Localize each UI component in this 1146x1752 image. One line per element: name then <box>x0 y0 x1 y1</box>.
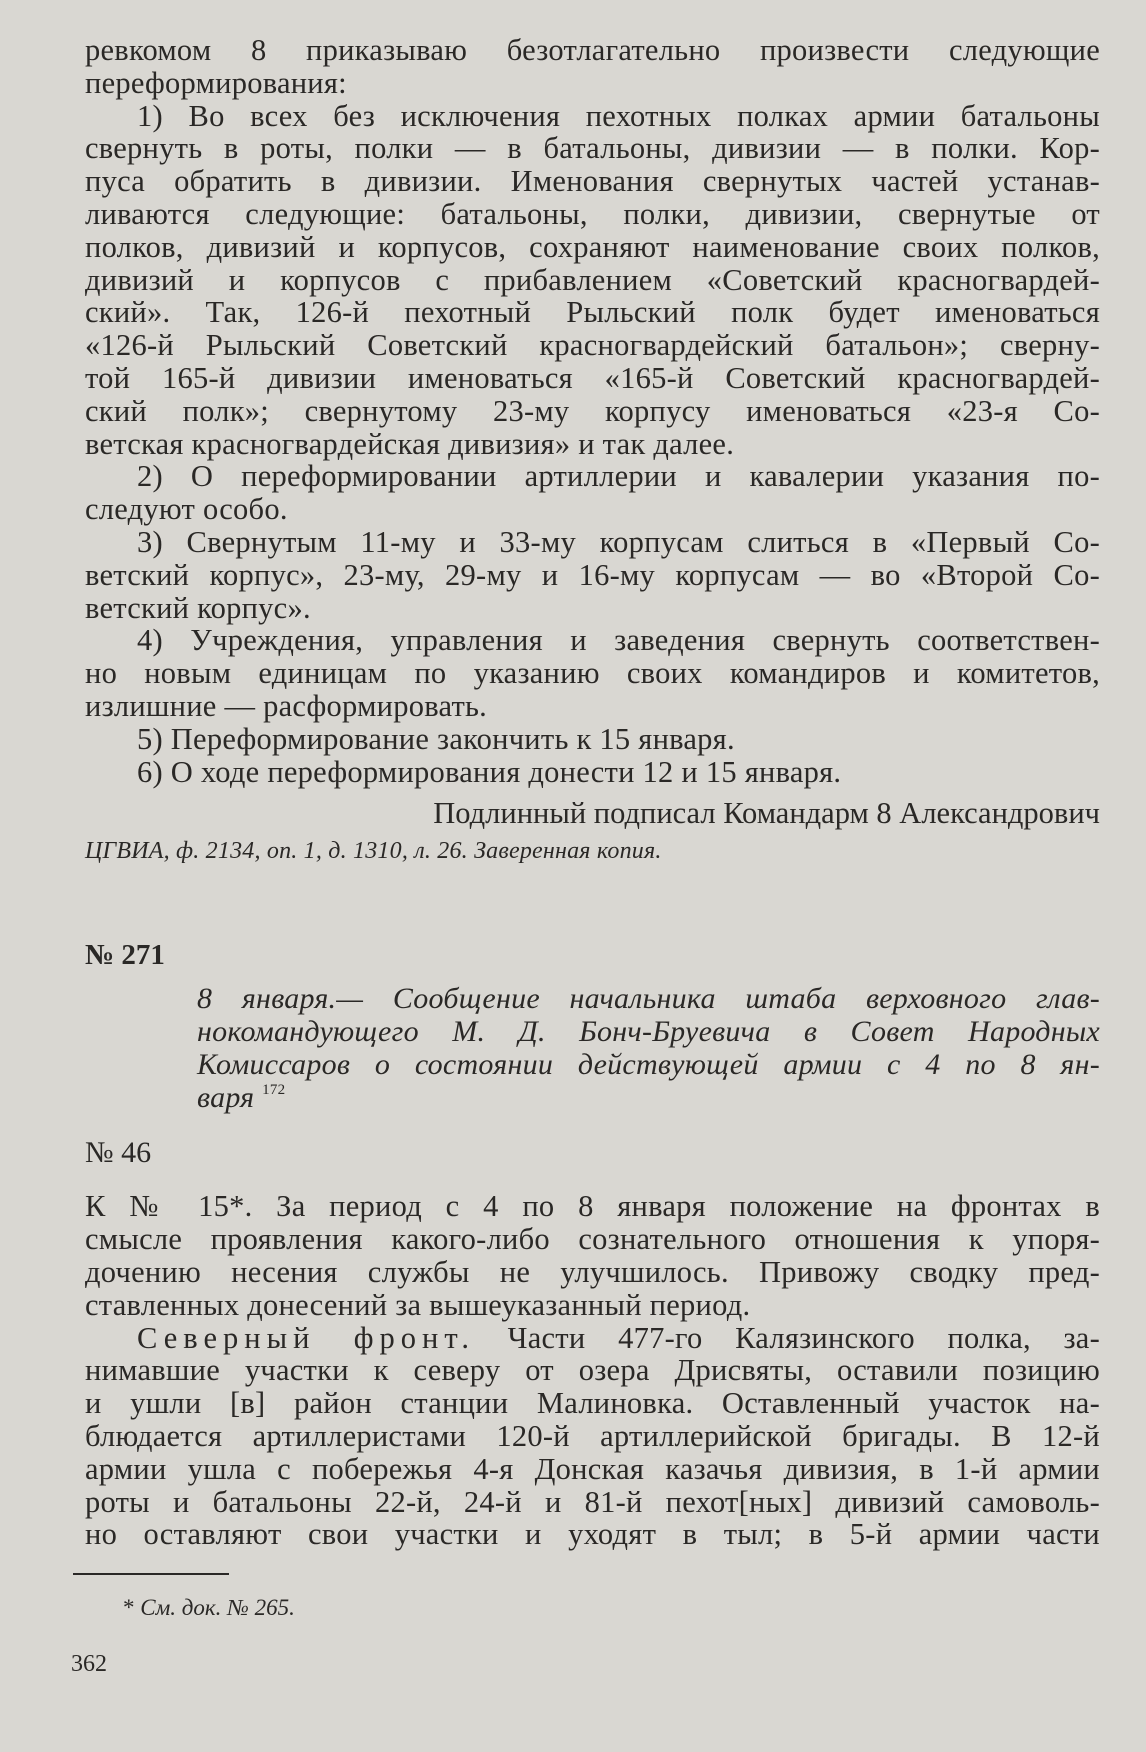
text-line: нимавшие участки к северу от озера Дрисвяты, оставили позицию <box>85 1353 1100 1388</box>
summary-line: нокомандующего М. Д. Бонч-Бруевича в Совет Народных <box>197 1015 1100 1049</box>
text-line: блюдается артиллеристами 120-й артиллерийской бригады. В 12-й <box>85 1418 1100 1453</box>
text-line: 1) Во всех без исключения пехотных полках армии батальоны <box>137 98 1100 133</box>
text-line: дочению несения службы не улучшилось. Привожу сводку пред- <box>85 1254 1100 1289</box>
text-line: пуса обратить в дивизии. Именования свернутых частей устанав- <box>85 164 1100 199</box>
text-line: ливаются следующие: батальоны, полки, дивизии, свернутые от <box>85 196 1100 231</box>
text-line: К № 15*. За период с 4 по 8 января положение на фронтах в <box>85 1189 1100 1224</box>
text-line: ветский корпус». <box>85 590 311 625</box>
page-number: 362 <box>71 1651 107 1678</box>
archive-source-reference: ЦГВИА, ф. 2134, оп. 1, д. 1310, л. 26. Заверенная копия. <box>85 838 662 865</box>
text-line: той 165-й дивизии именоваться «165-й Советский красногвардей- <box>85 360 1100 395</box>
order-item-1 <box>85 100 1100 461</box>
text-line: дивизий и корпусов с прибавлением «Советский красногвардей- <box>85 262 1100 297</box>
signature-line: Подлинный подписал Командарм 8 Александрович <box>433 796 1100 831</box>
text-line: ветская красногвардейская дивизия» и так далее. <box>85 426 735 461</box>
document-number-heading: № 271 <box>85 939 165 972</box>
text-line: но новым единицам по указанию своих командиров и комитетов, <box>85 656 1100 691</box>
text-line: ревкомом 8 приказываю безотлагательно произвести следующие <box>85 33 1100 67</box>
document-summary <box>197 982 1100 1114</box>
text-line: «126-й Рыльский Советский красногвардейский батальон»; сверну- <box>85 328 1100 363</box>
message-number: № 46 <box>85 1136 152 1170</box>
text-line: ский». Так, 126-й пехотный Рыльский полк будет именоваться <box>85 295 1100 330</box>
text-line: смысле проявления какого-либо сознательного отношения к упоря- <box>85 1222 1100 1257</box>
order-item-6: 6) О ходе переформирования донести 12 и 15 января. <box>137 754 842 789</box>
text-line: но оставляют свои участки и уходят в тыл; в 5-й армии части <box>85 1517 1100 1552</box>
order-item-4 <box>85 624 1100 722</box>
summary-line-text: варя <box>197 1081 255 1115</box>
text-line: армии ушла с побережья 4-я Донская казачья дивизия, в 1-й армии <box>85 1451 1100 1486</box>
endnote-reference: 172 <box>262 1082 286 1099</box>
footnote-divider <box>73 1573 229 1575</box>
text-line: 2) О переформировании артиллерии и кавалерии указания по- <box>137 459 1100 494</box>
text-line: 4) Учреждения, управления и заведения свернуть соответствен- <box>137 623 1100 658</box>
footnote-text: См. док. № 265. <box>140 1595 295 1621</box>
text-line: и ушли [в] район станции Малиновка. Оставленный участок на- <box>85 1386 1100 1421</box>
text-line: свернуть в роты, полки — в батальоны, дивизии — в полки. Кор- <box>85 131 1100 166</box>
text-line: следуют особо. <box>85 492 288 527</box>
text-line: ставленных донесений за вышеуказанный период. <box>85 1287 751 1322</box>
text-line: ветский корпус», 23-му, 29-му и 16-му корпусам — во «Второй Со- <box>85 557 1100 592</box>
report-paragraph-2 <box>85 1322 1100 1552</box>
report-paragraph-1 <box>85 1190 1100 1321</box>
summary-line: Комиссаров о состоянии действующей армии с 4 по 8 ян- <box>197 1048 1100 1082</box>
text-line: переформирования: <box>85 65 347 100</box>
front-heading: Северный фронт. <box>137 1320 476 1355</box>
text-line: излишние — расформировать. <box>85 688 488 723</box>
text-line: роты и батальоны 22-й, 24-й и 81-й пехот[ных] дивизий самоволь- <box>85 1484 1100 1519</box>
text-line-rest: Части 477-го Калязинского полка, за- <box>507 1320 1100 1355</box>
text-line <box>85 1322 1100 1355</box>
intro-paragraph <box>85 34 1100 100</box>
summary-line <box>197 1081 1100 1114</box>
summary-line: 8 января.— Сообщение начальника штаба верховного глав- <box>197 982 1100 1016</box>
footnote-mark: * <box>123 1595 135 1621</box>
order-item-5: 5) Переформирование закончить к 15 января. <box>137 721 735 756</box>
order-item-2 <box>85 460 1100 526</box>
text-line: 3) Свернутым 11-му и 33-му корпусам слиться в «Первый Со- <box>137 524 1100 559</box>
text-line: полков, дивизий и корпусов, сохраняют наименование своих полков, <box>85 229 1100 264</box>
footnote <box>123 1593 1100 1623</box>
order-item-3 <box>85 526 1100 624</box>
text-line: ский полк»; свернутому 23-му корпусу именоваться «23-я Со- <box>85 393 1100 428</box>
